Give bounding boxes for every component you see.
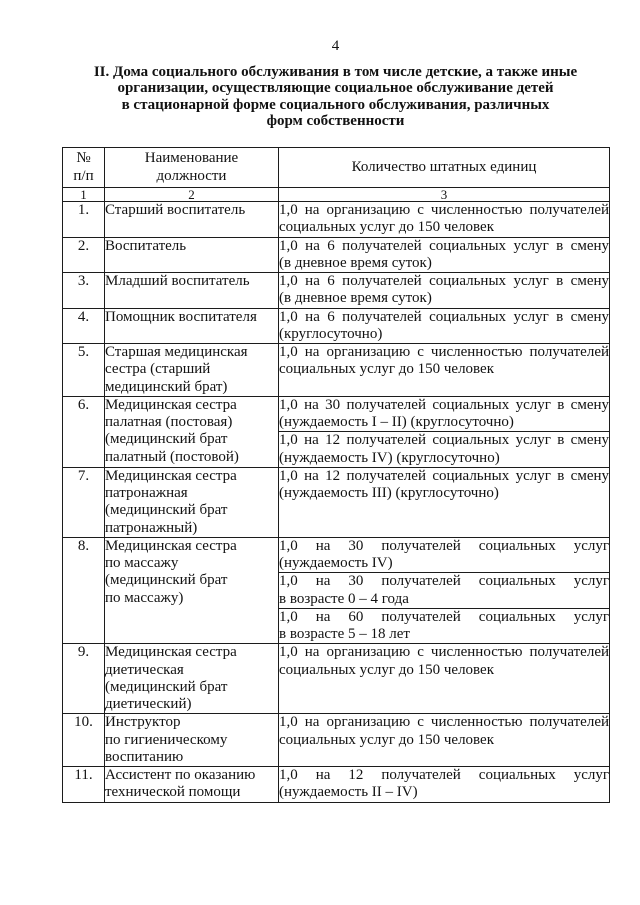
staffing-cell [279, 714, 610, 767]
staffing-line: 1,0 на 12 получателей социальных услуг в смену [279, 432, 609, 449]
header-staffing-cell [279, 148, 610, 188]
position-cell [105, 308, 279, 344]
header-number-line: п/п [73, 167, 94, 184]
staffing-line: (в дневное время суток) [279, 254, 432, 271]
table-row [63, 237, 610, 273]
header-number-cell [63, 148, 105, 188]
staffing-cell [279, 573, 610, 609]
position-line: Старшая медицинская [105, 344, 248, 360]
row-number: 8. [77, 537, 90, 554]
staffing-line: социальных услуг до 150 человек [279, 661, 494, 678]
staffing-line: 1,0 на 6 получателей социальных услуг в смену [279, 237, 609, 254]
staffing-line: (нуждаемость IV) [279, 555, 393, 571]
row-number: 2. [77, 237, 90, 254]
row-number: 4. [77, 308, 90, 325]
position-line: диетическая [105, 661, 184, 678]
staffing-line: 1,0 на 30 получателей социальных услуг [279, 573, 609, 590]
position-line: палатная (постовая) [105, 414, 233, 430]
staffing-line: 1,0 на 30 получателей социальных услуг в смену [279, 396, 609, 413]
position-cell [105, 767, 279, 803]
title-line: в стационарной форме социального обслуживания, различных [121, 96, 550, 113]
column-numbers-row [63, 188, 610, 202]
staffing-line: 1,0 на 6 получателей социальных услуг в смену [279, 273, 609, 289]
staffing-line: 1,0 на 12 получателей социальных услуг в смену [279, 467, 609, 484]
page-number: 4 [331, 38, 340, 54]
section-title [62, 64, 609, 130]
row-number-cell [63, 467, 105, 537]
title-line: форм собственности [266, 113, 405, 130]
staffing-line: 1,0 на организацию с численностью получателей [279, 714, 609, 731]
position-line: сестра (старший [105, 361, 211, 378]
row-number-cell [63, 767, 105, 803]
staffing-line: 1,0 на 6 получателей социальных услуг в смену [279, 308, 609, 325]
title-line: II. Дома социального обслуживания в том числе детские, а также иные [93, 64, 578, 80]
position-line: воспитанию [105, 748, 184, 765]
header-position-line: должности [156, 167, 227, 184]
staffing-cell [279, 396, 610, 432]
table-row [63, 767, 610, 803]
staffing-line: (нуждаемость II – IV) [279, 784, 418, 801]
staffing-line: социальных услуг до 150 человек [279, 361, 494, 378]
position-cell [105, 237, 279, 273]
position-line: Старший воспитатель [105, 202, 246, 218]
staffing-cell [279, 237, 610, 273]
staffing-cell [279, 608, 610, 644]
row-number: 10. [74, 714, 93, 731]
row-number: 7. [77, 467, 90, 484]
position-line: Медицинская сестра [105, 396, 237, 413]
position-line: Младший воспитатель [105, 273, 250, 289]
row-number: 6. [77, 396, 90, 413]
position-line: (медицинский брат [105, 431, 228, 448]
staffing-line: в возрасте 5 – 18 лет [279, 626, 410, 642]
staffing-line: 1,0 на организацию с численностью получателей [279, 344, 609, 360]
staffing-line: в возрасте 0 – 4 года [279, 590, 409, 607]
row-number: 3. [77, 273, 90, 289]
staffing-cell [279, 202, 610, 238]
staffing-table [62, 147, 610, 803]
row-number: 1. [77, 202, 90, 218]
position-line: Медицинская сестра [105, 537, 237, 554]
position-cell [105, 644, 279, 714]
table-row [63, 467, 610, 537]
position-cell [105, 537, 279, 644]
table-row [63, 344, 610, 397]
position-line: технической помощи [105, 784, 241, 801]
column-number: 3 [279, 188, 610, 202]
staffing-cell [279, 767, 610, 803]
position-line: (медицинский брат [105, 572, 228, 589]
position-line: по массажу [105, 555, 179, 571]
row-number-cell [63, 396, 105, 467]
staffing-line: социальных услуг до 150 человек [279, 731, 494, 748]
position-cell [105, 202, 279, 238]
position-line: (медицинский брат [105, 502, 228, 519]
position-line: Воспитатель [105, 237, 187, 254]
position-line: патронажный) [105, 519, 198, 536]
position-line: медицинский брат) [105, 378, 228, 395]
staffing-line: 1,0 на организацию с численностью получателей [279, 202, 609, 218]
staffing-line: (нуждаемость III) (круглосуточно) [279, 485, 499, 501]
row-number: 9. [77, 644, 90, 661]
position-line: (медицинский брат [105, 678, 228, 695]
position-line: Помощник воспитателя [105, 308, 257, 325]
header-number-line: № [76, 150, 91, 167]
position-line: палатный (постовой) [105, 448, 239, 465]
table-row [63, 308, 610, 344]
table-row [63, 273, 610, 309]
header-staffing-label: Количество штатных единиц [351, 158, 537, 175]
column-number: 1 [63, 188, 105, 202]
position-line: патронажная [105, 485, 188, 501]
staffing-cell [279, 537, 610, 573]
row-number-cell [63, 237, 105, 273]
table-header-row [63, 148, 610, 188]
table-row [63, 396, 610, 432]
row-number-cell [63, 644, 105, 714]
row-number-cell [63, 273, 105, 309]
row-number-cell [63, 537, 105, 644]
position-cell [105, 714, 279, 767]
table-row [63, 537, 610, 573]
staffing-line: (нуждаемость IV) (круглосуточно) [279, 449, 500, 466]
staffing-line: 1,0 на 30 получателей социальных услуг [279, 537, 609, 554]
staffing-line: социальных услуг до 150 человек [279, 219, 494, 236]
row-number-cell [63, 308, 105, 344]
position-cell [105, 396, 279, 467]
position-cell [105, 344, 279, 397]
staffing-cell [279, 273, 610, 309]
staffing-cell [279, 308, 610, 344]
position-line: диетический) [105, 696, 192, 712]
staffing-line: 1,0 на организацию с численностью получателей [279, 644, 609, 661]
staffing-cell [279, 467, 610, 537]
position-line: Ассистент по оказанию [105, 767, 256, 783]
staffing-line: (в дневное время суток) [279, 290, 432, 307]
staffing-line: 1,0 на 12 получателей социальных услуг [279, 767, 609, 783]
staffing-cell [279, 344, 610, 397]
column-number: 2 [105, 188, 279, 202]
position-line: Медицинская сестра [105, 644, 237, 661]
position-line: по гигиеническому [105, 731, 228, 748]
row-number: 5. [77, 344, 90, 360]
position-line: Инструктор [105, 714, 181, 731]
staffing-line: (нуждаемость I – II) (круглосуточно) [279, 414, 514, 430]
table-row [63, 644, 610, 714]
position-line: Медицинская сестра [105, 467, 237, 484]
position-cell [105, 273, 279, 309]
table-row [63, 714, 610, 767]
header-position-line: Наименование [144, 150, 239, 167]
title-line: организации, осуществляющие социальное обслуживание детей [117, 80, 554, 97]
row-number: 11. [74, 767, 93, 783]
row-number-cell [63, 714, 105, 767]
staffing-line: (круглосуточно) [279, 325, 383, 342]
table-row [63, 202, 610, 238]
header-position-cell [105, 148, 279, 188]
staffing-cell [279, 644, 610, 714]
row-number-cell [63, 344, 105, 397]
staffing-line: 1,0 на 60 получателей социальных услуг [279, 608, 609, 625]
staffing-cell [279, 432, 610, 468]
position-line: по массажу) [105, 589, 184, 606]
row-number-cell [63, 202, 105, 238]
position-cell [105, 467, 279, 537]
